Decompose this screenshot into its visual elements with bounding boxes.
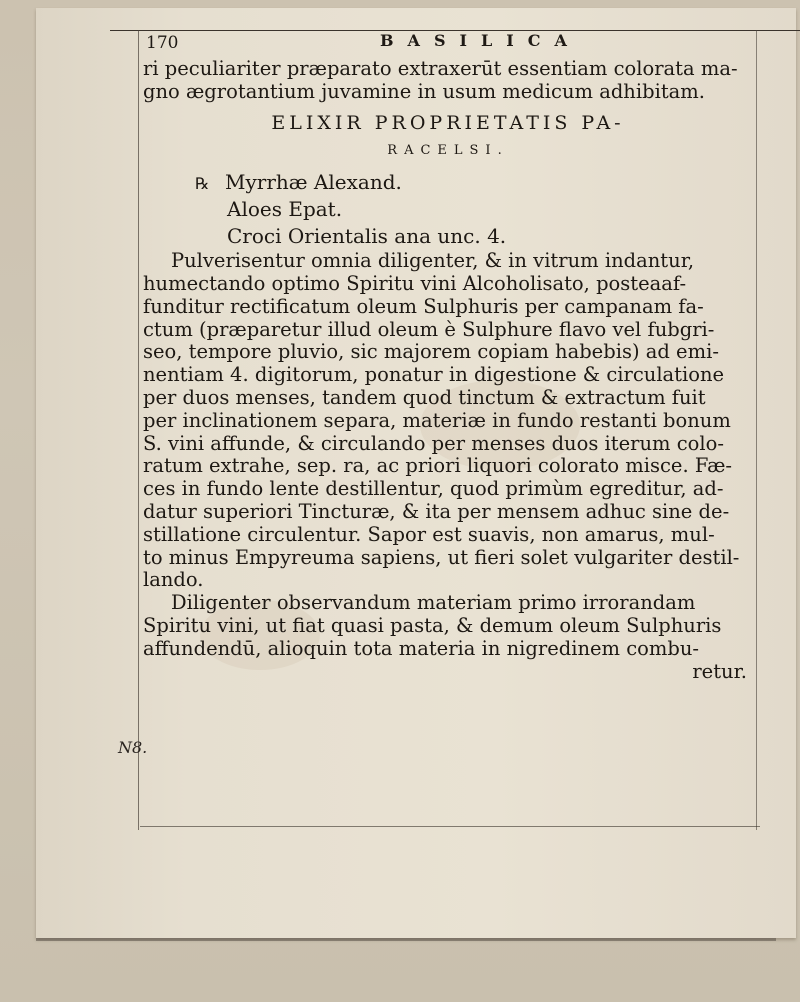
- recipe-title-continuation: RACELSI.: [387, 143, 509, 159]
- text-line: ctum (præparetur illud oleum è Sulphure flavo vel fubgri-: [143, 318, 715, 341]
- running-title: BASILICA: [380, 31, 581, 50]
- text-line: affundendū, alioquin tota materia in nigredinem combu-: [143, 637, 700, 660]
- body-text: [143, 58, 753, 683]
- ingredient-text: Myrrhæ Alexand.: [225, 170, 402, 195]
- text-line: ri peculiariter præparato extraxerūt essentiam colorata ma-: [143, 58, 738, 80]
- text-line: ces in fundo lente destillentur, quod primùm egreditur, ad-: [143, 478, 724, 501]
- text-line: funditur rectificatum oleum Sulphuris per campanam fa-: [143, 295, 704, 318]
- text-line: nentiam 4. digitorum, ponatur in digestione & circulatione: [143, 364, 725, 387]
- ingredient-line: Croci Orientalis ana unc. 4.: [227, 224, 507, 249]
- right-column-rule: [756, 30, 757, 830]
- ingredient-line: Aloes Epat.: [227, 197, 343, 222]
- left-column-rule: [138, 30, 139, 830]
- text-line: S. vini affunde, & circulando per menses duos iterum colo-: [143, 432, 724, 455]
- text-line: per inclinationem separa, materiæ in fundo restanti bonum: [143, 409, 731, 432]
- text-line: retur.: [692, 660, 747, 683]
- text-line: seo, tempore pluvio, sic majorem copiam habebis) ad emi-: [143, 341, 719, 364]
- margin-note: N8.: [118, 738, 148, 757]
- footer-rule: [140, 826, 760, 827]
- text-line: gno ægrotantium juvamine in usum medicum adhibitam.: [143, 80, 705, 103]
- text-line: Pulverisentur omnia diligenter, & in vitrum indantur,: [171, 250, 695, 273]
- text-line: ratum extrahe, sep. ra, ac priori liquori colorato misce. Fæ-: [143, 455, 732, 478]
- ingredient-line: [143, 169, 753, 196]
- text-line: Diligenter observandum materiam primo irrorandam: [171, 592, 696, 615]
- text-line: Spiritu vini, ut fiat quasi pasta, & demum oleum Sulphuris: [143, 614, 722, 637]
- page-header: [140, 33, 755, 55]
- text-line: stillatione circulentur. Sapor est suavis, non amarus, mul-: [143, 523, 715, 546]
- text-line: per duos menses, tandem quod tinctum & extractum fuit: [143, 386, 706, 409]
- page-number: 170: [146, 33, 179, 53]
- text-line: datur superiori Tincturæ, & ita per mensem adhuc sine de-: [143, 500, 730, 523]
- page-edge-shadow: [36, 938, 776, 941]
- text-line: humectando optimo Spiritu vini Alcoholisato, posteaaf-: [143, 272, 687, 295]
- text-line: lando.: [143, 569, 204, 592]
- recipe-symbol: ℞: [195, 174, 210, 194]
- text-line: to minus Empyreuma sapiens, ut fieri solet vulgariter destil-: [143, 546, 740, 569]
- recipe-title: ELIXIR PROPRIETATIS PA-: [271, 111, 625, 134]
